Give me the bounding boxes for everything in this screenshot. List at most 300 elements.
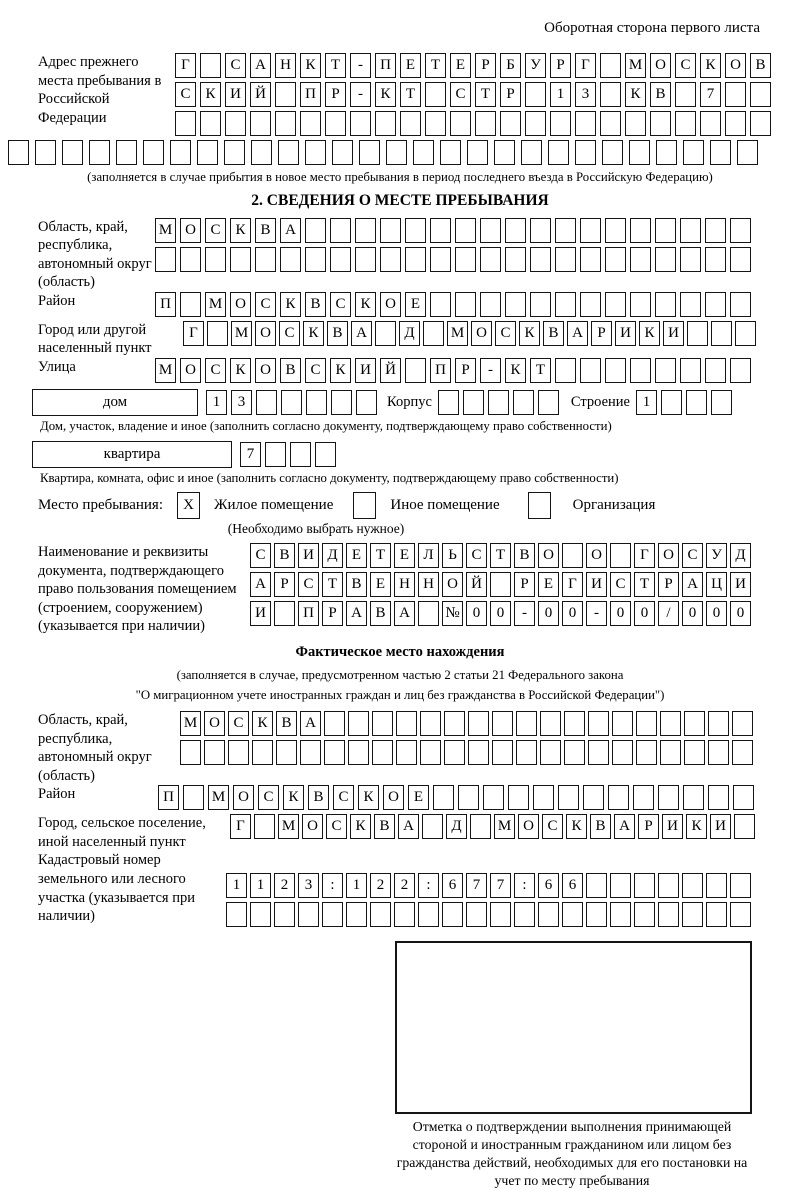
char-cell bbox=[683, 140, 704, 165]
char-cell bbox=[455, 218, 476, 243]
char-cell bbox=[610, 543, 631, 568]
char-cell bbox=[143, 140, 164, 165]
char-cell: А bbox=[280, 218, 301, 243]
char-cell bbox=[405, 218, 426, 243]
char-cell bbox=[305, 140, 326, 165]
char-cell bbox=[175, 111, 196, 136]
char-cell: С bbox=[175, 82, 196, 107]
char-cell bbox=[562, 543, 583, 568]
document-block bbox=[38, 543, 762, 636]
char-cell bbox=[684, 740, 705, 765]
prev-address-row-4 bbox=[8, 140, 762, 165]
char-cell: В bbox=[280, 358, 301, 383]
char-cell: С bbox=[255, 292, 276, 317]
char-cell bbox=[610, 902, 631, 927]
char-cell: В bbox=[276, 711, 297, 736]
char-cell bbox=[516, 740, 537, 765]
char-cell bbox=[450, 111, 471, 136]
char-cell: Ц bbox=[706, 572, 727, 597]
char-cell bbox=[330, 247, 351, 272]
char-cell bbox=[170, 140, 191, 165]
char-cell bbox=[660, 740, 681, 765]
district-block bbox=[38, 292, 762, 321]
char-cell bbox=[737, 140, 758, 165]
region-grid bbox=[155, 218, 751, 276]
char-cell: М bbox=[494, 814, 515, 839]
char-cell: С bbox=[298, 572, 319, 597]
char-cell: И bbox=[250, 601, 271, 626]
char-cell bbox=[583, 785, 604, 810]
char-cell bbox=[540, 711, 561, 736]
char-cell bbox=[658, 902, 679, 927]
char-cell: И bbox=[355, 358, 376, 383]
char-cell bbox=[530, 292, 551, 317]
char-cell bbox=[730, 902, 751, 927]
char-cell bbox=[655, 358, 676, 383]
stroenie-label: Строение bbox=[570, 393, 630, 410]
char-cell: С bbox=[326, 814, 347, 839]
char-cell bbox=[480, 247, 501, 272]
char-cell bbox=[433, 785, 454, 810]
char-cell bbox=[475, 111, 496, 136]
char-cell bbox=[636, 711, 657, 736]
char-cell bbox=[275, 111, 296, 136]
char-cell bbox=[555, 218, 576, 243]
char-cell: 1 bbox=[226, 873, 247, 898]
char-cell: Т bbox=[325, 53, 346, 78]
char-cell bbox=[682, 873, 703, 898]
char-cell: 1 bbox=[346, 873, 367, 898]
char-cell: С bbox=[330, 292, 351, 317]
char-cell bbox=[633, 785, 654, 810]
char-cell: Г bbox=[183, 321, 204, 346]
char-cell bbox=[470, 814, 491, 839]
char-cell: О bbox=[230, 292, 251, 317]
actual-region-block bbox=[38, 711, 762, 785]
char-cell: С bbox=[305, 358, 326, 383]
char-cell bbox=[530, 218, 551, 243]
char-cell: Г bbox=[230, 814, 251, 839]
char-cell bbox=[490, 572, 511, 597]
char-cell: К bbox=[519, 321, 540, 346]
char-cell bbox=[588, 740, 609, 765]
char-cell: Е bbox=[346, 543, 367, 568]
char-cell: М bbox=[208, 785, 229, 810]
char-cell: Е bbox=[538, 572, 559, 597]
char-cell bbox=[548, 140, 569, 165]
char-cell bbox=[730, 873, 751, 898]
char-cell: Л bbox=[418, 543, 439, 568]
char-cell bbox=[680, 358, 701, 383]
district-row bbox=[155, 292, 751, 317]
char-cell: Б bbox=[500, 53, 521, 78]
char-cell bbox=[505, 218, 526, 243]
char-cell bbox=[605, 218, 626, 243]
char-cell: Д bbox=[322, 543, 343, 568]
char-cell bbox=[420, 740, 441, 765]
char-cell: А bbox=[567, 321, 588, 346]
char-cell: Е bbox=[450, 53, 471, 78]
stay-type-block bbox=[38, 492, 762, 519]
char-cell bbox=[197, 140, 218, 165]
char-cell: О bbox=[383, 785, 404, 810]
house-block bbox=[32, 389, 762, 416]
char-cell bbox=[634, 902, 655, 927]
char-cell bbox=[732, 711, 753, 736]
char-cell: С bbox=[682, 543, 703, 568]
char-cell: Г bbox=[562, 572, 583, 597]
char-cell: С bbox=[542, 814, 563, 839]
char-cell: В bbox=[543, 321, 564, 346]
char-cell bbox=[600, 53, 621, 78]
char-cell bbox=[629, 140, 650, 165]
char-cell bbox=[705, 247, 726, 272]
char-cell bbox=[455, 247, 476, 272]
char-cell bbox=[708, 740, 729, 765]
char-cell bbox=[700, 111, 721, 136]
city-row bbox=[183, 321, 756, 346]
char-cell: О bbox=[650, 53, 671, 78]
prev-address-row-3 bbox=[175, 111, 771, 136]
char-cell: 1 bbox=[550, 82, 571, 107]
apartment-box: квартира bbox=[32, 441, 232, 468]
char-cell bbox=[655, 292, 676, 317]
char-cell: В bbox=[590, 814, 611, 839]
char-cell: К bbox=[252, 711, 273, 736]
char-cell bbox=[732, 740, 753, 765]
char-cell bbox=[372, 711, 393, 736]
stay-option-residential-label: Жилое помещение bbox=[214, 497, 334, 514]
char-cell: Н bbox=[394, 572, 415, 597]
char-cell: В bbox=[346, 572, 367, 597]
char-cell bbox=[305, 218, 326, 243]
char-cell: 0 bbox=[490, 601, 511, 626]
char-cell: С bbox=[205, 218, 226, 243]
char-cell: Р bbox=[591, 321, 612, 346]
char-cell: Г bbox=[575, 53, 596, 78]
region-block bbox=[38, 218, 762, 292]
prev-address-row-1 bbox=[175, 53, 771, 78]
char-cell bbox=[540, 740, 561, 765]
street-row bbox=[155, 358, 751, 383]
house-cells bbox=[206, 390, 377, 415]
char-cell: - bbox=[350, 53, 371, 78]
char-cell bbox=[680, 247, 701, 272]
char-cell bbox=[705, 292, 726, 317]
char-cell: Т bbox=[530, 358, 551, 383]
char-cell bbox=[280, 247, 301, 272]
char-cell bbox=[725, 82, 746, 107]
char-cell bbox=[658, 785, 679, 810]
char-cell bbox=[488, 390, 509, 415]
char-cell bbox=[183, 785, 204, 810]
char-cell bbox=[733, 785, 754, 810]
char-cell: С bbox=[333, 785, 354, 810]
char-cell bbox=[525, 82, 546, 107]
char-cell: М bbox=[278, 814, 299, 839]
char-cell: О bbox=[538, 543, 559, 568]
char-cell bbox=[636, 740, 657, 765]
district-label: Район bbox=[38, 292, 76, 309]
street-block bbox=[38, 358, 762, 387]
char-cell: 7 bbox=[700, 82, 721, 107]
char-cell: В bbox=[255, 218, 276, 243]
document-row-2 bbox=[250, 572, 751, 597]
char-cell: С bbox=[258, 785, 279, 810]
char-cell bbox=[538, 390, 559, 415]
char-cell bbox=[375, 321, 396, 346]
char-cell bbox=[300, 740, 321, 765]
char-cell: С bbox=[279, 321, 300, 346]
char-cell: 2 bbox=[274, 873, 295, 898]
char-cell: П bbox=[298, 601, 319, 626]
confirmation-mark-note: Отметка о подтверждении выполнения принимающей стороной и иностранным гражданином или лицом без гражданства действий, необходимых для его постановки на учет по месту пребывания bbox=[396, 1119, 748, 1189]
char-cell: И bbox=[710, 814, 731, 839]
char-cell bbox=[564, 711, 585, 736]
char-cell bbox=[630, 358, 651, 383]
char-cell bbox=[505, 292, 526, 317]
actual-city-label: Город, сельское поселение, иной населенный пункт bbox=[38, 815, 206, 850]
char-cell bbox=[359, 140, 380, 165]
char-cell bbox=[588, 711, 609, 736]
char-cell bbox=[655, 247, 676, 272]
char-cell bbox=[550, 111, 571, 136]
char-cell bbox=[600, 111, 621, 136]
char-cell bbox=[438, 390, 459, 415]
char-cell bbox=[602, 140, 623, 165]
char-cell bbox=[630, 247, 651, 272]
char-cell: И bbox=[586, 572, 607, 597]
char-cell bbox=[634, 873, 655, 898]
char-cell bbox=[725, 111, 746, 136]
stay-option-organization-checkbox bbox=[528, 492, 551, 519]
char-cell: 0 bbox=[466, 601, 487, 626]
char-cell: Н bbox=[275, 53, 296, 78]
char-cell: А bbox=[394, 601, 415, 626]
char-cell bbox=[605, 358, 626, 383]
city-block bbox=[38, 321, 762, 358]
char-cell: - bbox=[350, 82, 371, 107]
char-cell bbox=[483, 785, 504, 810]
char-cell: 3 bbox=[231, 390, 252, 415]
char-cell bbox=[372, 740, 393, 765]
actual-region-row-2 bbox=[180, 740, 753, 765]
char-cell bbox=[250, 111, 271, 136]
char-cell bbox=[62, 140, 83, 165]
char-cell: 2 bbox=[370, 873, 391, 898]
korpus-label: Корпус bbox=[387, 393, 432, 410]
char-cell bbox=[580, 247, 601, 272]
char-cell bbox=[735, 321, 756, 346]
char-cell: П bbox=[375, 53, 396, 78]
char-cell: К bbox=[303, 321, 324, 346]
char-cell: В bbox=[305, 292, 326, 317]
char-cell: М bbox=[231, 321, 252, 346]
char-cell bbox=[580, 218, 601, 243]
apartment-note: Квартира, комната, офис и иное (заполнить согласно документу, подтверждающему право собственности) bbox=[40, 470, 619, 485]
char-cell: Д bbox=[399, 321, 420, 346]
char-cell bbox=[400, 111, 421, 136]
char-cell bbox=[490, 902, 511, 927]
char-cell: В bbox=[750, 53, 771, 78]
char-cell: И bbox=[663, 321, 684, 346]
char-cell: О bbox=[442, 572, 463, 597]
char-cell bbox=[252, 740, 273, 765]
region-label: Область, край, республика, автономный округ (область) bbox=[38, 218, 152, 291]
char-cell bbox=[228, 740, 249, 765]
char-cell: № bbox=[442, 601, 463, 626]
char-cell bbox=[608, 785, 629, 810]
char-cell: К bbox=[350, 814, 371, 839]
char-cell: К bbox=[283, 785, 304, 810]
char-cell: Е bbox=[394, 543, 415, 568]
char-cell bbox=[375, 111, 396, 136]
char-cell: 0 bbox=[538, 601, 559, 626]
apartment-block bbox=[32, 441, 762, 468]
char-cell: В bbox=[327, 321, 348, 346]
char-cell bbox=[750, 82, 771, 107]
char-cell bbox=[332, 140, 353, 165]
char-cell bbox=[494, 140, 515, 165]
char-cell bbox=[610, 873, 631, 898]
char-cell: Р bbox=[274, 572, 295, 597]
char-cell: Р bbox=[638, 814, 659, 839]
char-cell: - bbox=[514, 601, 535, 626]
char-cell bbox=[734, 814, 755, 839]
char-cell: К bbox=[505, 358, 526, 383]
char-cell: О bbox=[380, 292, 401, 317]
char-cell bbox=[444, 711, 465, 736]
char-cell bbox=[711, 390, 732, 415]
char-cell: Т bbox=[322, 572, 343, 597]
char-cell bbox=[468, 740, 489, 765]
city-label: Город или другой населенный пункт bbox=[38, 321, 152, 357]
char-cell: Р bbox=[514, 572, 535, 597]
char-cell: С bbox=[495, 321, 516, 346]
char-cell bbox=[348, 711, 369, 736]
char-cell: Д bbox=[730, 543, 751, 568]
char-cell bbox=[205, 247, 226, 272]
char-cell bbox=[255, 247, 276, 272]
char-cell: О bbox=[658, 543, 679, 568]
stay-type-note: (Необходимо выбрать нужное) bbox=[227, 521, 405, 537]
char-cell: Е bbox=[408, 785, 429, 810]
cadastral-label: Кадастровый номер земельного или лесного участка (указывается при наличии) bbox=[38, 852, 195, 925]
char-cell bbox=[386, 140, 407, 165]
char-cell: 7 bbox=[490, 873, 511, 898]
char-cell: Д bbox=[446, 814, 467, 839]
prev-address-grid bbox=[175, 53, 771, 140]
actual-location-title: Фактическое место нахождения bbox=[295, 643, 505, 660]
char-cell bbox=[675, 111, 696, 136]
char-cell: В bbox=[274, 543, 295, 568]
char-cell bbox=[180, 247, 201, 272]
char-cell bbox=[612, 740, 633, 765]
char-cell bbox=[492, 740, 513, 765]
char-cell: М bbox=[155, 358, 176, 383]
char-cell: В bbox=[374, 814, 395, 839]
char-cell bbox=[708, 785, 729, 810]
prev-address-block bbox=[38, 53, 766, 140]
char-cell bbox=[405, 247, 426, 272]
char-cell: 0 bbox=[562, 601, 583, 626]
char-cell: К bbox=[200, 82, 221, 107]
char-cell: П bbox=[158, 785, 179, 810]
char-cell: Й bbox=[380, 358, 401, 383]
char-cell bbox=[430, 247, 451, 272]
char-cell bbox=[562, 902, 583, 927]
char-cell: Ь bbox=[442, 543, 463, 568]
char-cell: 0 bbox=[682, 601, 703, 626]
char-cell: 0 bbox=[706, 601, 727, 626]
char-cell bbox=[575, 140, 596, 165]
char-cell: Т bbox=[475, 82, 496, 107]
char-cell: 0 bbox=[730, 601, 751, 626]
house-note: Дом, участок, владение и иное (заполнить согласно документу, подтверждающему право собственности) bbox=[40, 418, 612, 433]
char-cell: Е bbox=[405, 292, 426, 317]
korpus-cells bbox=[438, 390, 559, 415]
char-cell: С bbox=[225, 53, 246, 78]
char-cell: Р bbox=[550, 53, 571, 78]
char-cell: 7 bbox=[466, 873, 487, 898]
char-cell bbox=[605, 292, 626, 317]
document-row-3 bbox=[250, 601, 751, 626]
char-cell: В bbox=[308, 785, 329, 810]
char-cell bbox=[370, 902, 391, 927]
char-cell: Т bbox=[400, 82, 421, 107]
char-cell bbox=[708, 711, 729, 736]
char-cell: М bbox=[447, 321, 468, 346]
apartment-cells bbox=[240, 442, 336, 467]
char-cell bbox=[705, 218, 726, 243]
char-cell bbox=[422, 814, 443, 839]
char-cell bbox=[324, 740, 345, 765]
char-cell bbox=[683, 785, 704, 810]
char-cell: 2 bbox=[394, 873, 415, 898]
char-cell bbox=[684, 711, 705, 736]
char-cell bbox=[730, 247, 751, 272]
char-cell: К bbox=[686, 814, 707, 839]
char-cell: С bbox=[205, 358, 226, 383]
char-cell: Т bbox=[634, 572, 655, 597]
char-cell bbox=[306, 390, 327, 415]
char-cell bbox=[468, 711, 489, 736]
char-cell bbox=[564, 740, 585, 765]
char-cell: 6 bbox=[442, 873, 463, 898]
char-cell: Е bbox=[370, 572, 391, 597]
char-cell: С bbox=[675, 53, 696, 78]
char-cell bbox=[533, 785, 554, 810]
char-cell bbox=[710, 140, 731, 165]
char-cell bbox=[600, 82, 621, 107]
char-cell bbox=[281, 390, 302, 415]
char-cell bbox=[200, 111, 221, 136]
char-cell bbox=[251, 140, 272, 165]
char-cell: О bbox=[725, 53, 746, 78]
char-cell bbox=[8, 140, 29, 165]
char-cell bbox=[750, 111, 771, 136]
char-cell bbox=[346, 902, 367, 927]
char-cell bbox=[394, 902, 415, 927]
char-cell bbox=[204, 740, 225, 765]
char-cell: У bbox=[706, 543, 727, 568]
actual-district-label: Район bbox=[38, 786, 76, 803]
char-cell bbox=[331, 390, 352, 415]
actual-district-row bbox=[158, 785, 754, 810]
cadastral-row-1 bbox=[226, 873, 751, 898]
char-cell bbox=[350, 111, 371, 136]
char-cell bbox=[425, 82, 446, 107]
